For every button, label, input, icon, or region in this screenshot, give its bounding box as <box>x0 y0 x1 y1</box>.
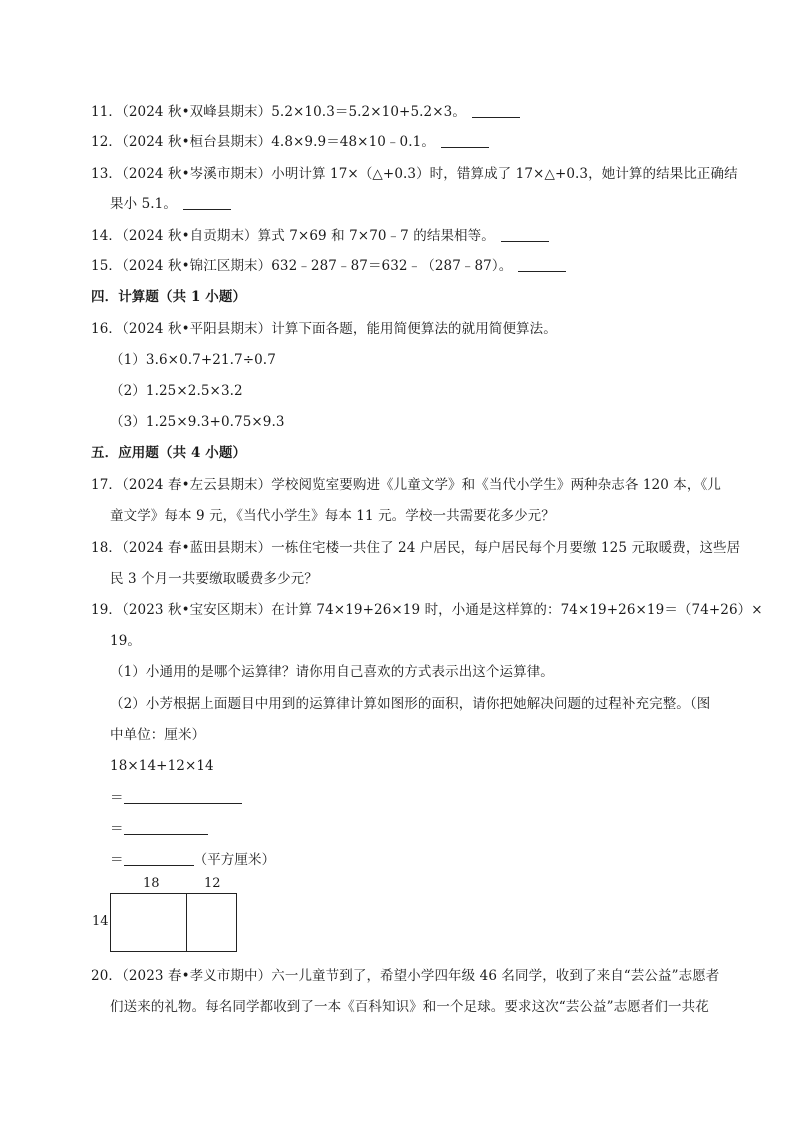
question-19-cont: 19。 <box>110 633 141 649</box>
answer-blank[interactable] <box>501 227 549 242</box>
answer-blank[interactable] <box>518 257 566 272</box>
answer-blank[interactable] <box>441 133 489 148</box>
step-2: ＝ <box>110 819 208 839</box>
question-17-cont: 童文学》每本 9 元，《当代小学生》每本 11 元。学校一共需要花多少元？ <box>110 508 555 524</box>
answer-blank[interactable] <box>183 195 231 210</box>
step-2-blank[interactable] <box>124 820 208 835</box>
question-13: 13．（2024 秋•岑溪市期末）小明计算 17×（△+0.3）时，错算成了 17×△+0.3，她计算的结果比正确结 <box>91 166 738 182</box>
rectangle-part-right <box>186 893 237 952</box>
rectangle-part-left <box>110 893 187 952</box>
question-20-cont: 们送来的礼物。每名同学都收到了一本《百科知识》和一个足球。要求这次“芸公益”志愿者们一共花 <box>110 999 709 1015</box>
question-15: 15．（2024 秋•锦江区期末）632﹣287﹣87＝632﹣（287﹣87）。 <box>91 256 566 276</box>
question-19-part2: （2）小芳根据上面题目中用到的运算律计算如图形的面积，请你把她解决问题的过程补充完整。（图 <box>110 696 711 712</box>
question-16-part3: （3）1.25×9.3+0.75×9.3 <box>110 414 285 430</box>
rectangle-figure <box>88 876 248 956</box>
question-17: 17．（2024 春•左云县期末）学校阅览室要购进《儿童文学》和《当代小学生》两种杂志各 120 本，《儿 <box>91 477 721 493</box>
question-11: 11．（2024 秋•双峰县期末）5.2×10.3＝5.2×10+5.2×3。 <box>91 102 520 122</box>
expression-line: 18×14+12×14 <box>110 758 214 774</box>
height-label-14: 14 <box>92 914 109 929</box>
question-19: 19．（2023 秋•宝安区期末）在计算 74×19+26×19 时，小通是这样算的：74×19+26×19＝（74+26）× <box>91 602 763 618</box>
question-14: 14．（2024 秋•自贡期末）算式 7×69 和 7×70﹣7 的结果相等。 <box>91 226 549 246</box>
question-12: 12．（2024 秋•桓台县期末）4.8×9.9＝48×10﹣0.1。 <box>91 132 489 152</box>
question-19-part2-cont: 中单位：厘米） <box>110 727 206 743</box>
question-13-cont: 果小 5.1。 <box>110 194 231 214</box>
width-label-12: 12 <box>204 876 221 891</box>
question-16-part1: （1）3.6×0.7+21.7÷0.7 <box>110 352 276 368</box>
question-16: 16．（2024 秋•平阳县期末）计算下面各题，能用简便算法的就用简便算法。 <box>91 321 557 337</box>
step-1: ＝ <box>110 788 242 808</box>
step-3: ＝ （平方厘米） <box>110 852 276 868</box>
step-1-blank[interactable] <box>124 789 242 804</box>
answer-blank[interactable] <box>472 103 520 118</box>
section-heading-applied: 五．应用题（共 4 小题） <box>91 445 247 461</box>
question-19-part1: （1）小通用的是哪个运算律？请你用自己喜欢的方式表示出这个运算律。 <box>110 664 554 680</box>
question-18: 18．（2024 春•蓝田县期末）一栋住宅楼一共住了 24 户居民，每户居民每个月要缴 125 元取暖费，这些居 <box>91 540 741 556</box>
question-20: 20．（2023 春•孝义市期中）六一儿童节到了，希望小学四年级 46 名同学，收到了来自“芸公益”志愿者 <box>91 968 720 984</box>
question-18-cont: 民 3 个月一共要缴取暖费多少元？ <box>110 571 318 587</box>
question-16-part2: （2）1.25×2.5×3.2 <box>110 383 243 399</box>
width-label-18: 18 <box>143 876 160 891</box>
step-3-blank[interactable] <box>124 851 194 866</box>
section-heading-calc: 四．计算题（共 1 小题） <box>91 289 247 305</box>
